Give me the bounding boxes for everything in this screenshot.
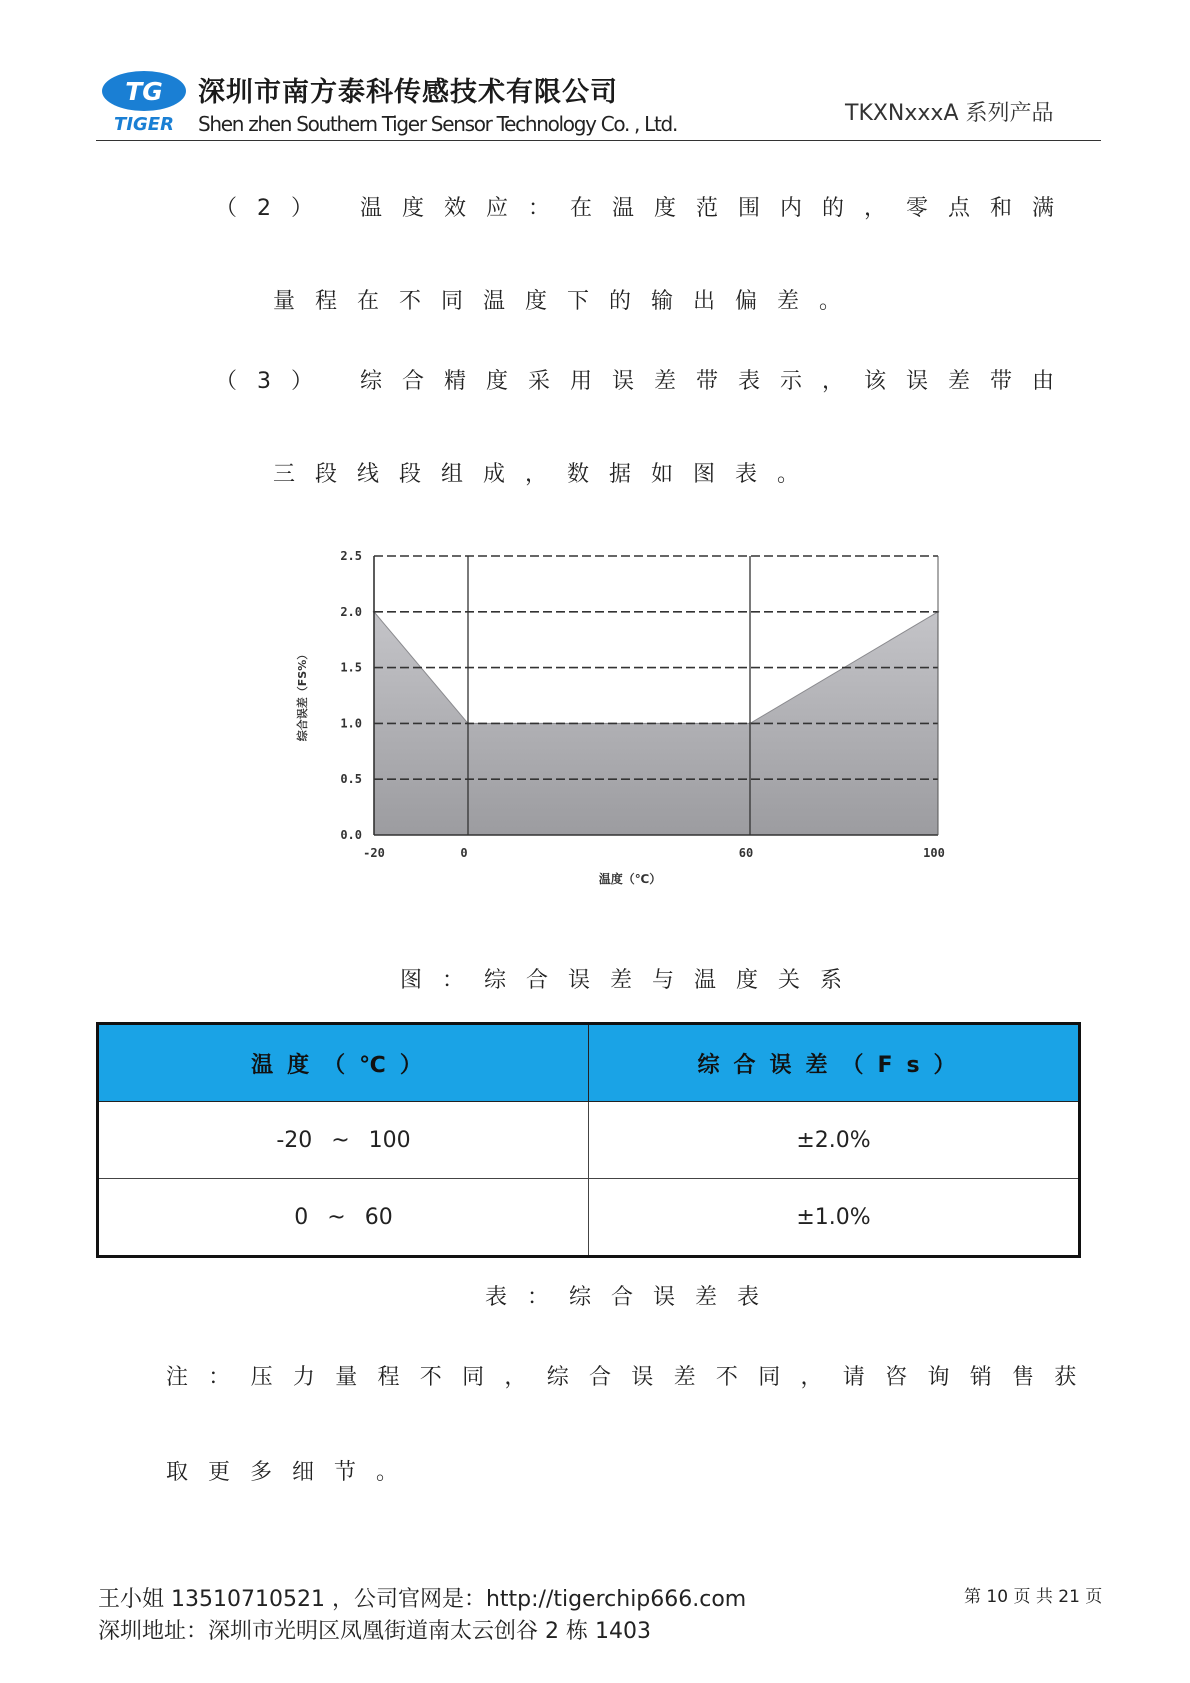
x-tick-label: 100 (923, 846, 945, 860)
logo-text: TIGER (114, 114, 174, 134)
x-axis-label: 温度（℃） (598, 872, 662, 886)
x-tick-label: -20 (363, 846, 385, 860)
y-axis-label: 综合误差（FS%） (296, 648, 309, 742)
page-number: 第 10 页 共 21 页 (964, 1587, 1103, 1607)
paragraph-line-4: 三段线段组成，数据如图表。 (273, 462, 820, 487)
footer-address: 深圳地址：深圳市光明区凤凰街道南太云创谷 2 栋 1403 (98, 1619, 651, 1644)
cell-error-value: ±2.0% (589, 1102, 1080, 1179)
footer-contact: 王小姐 13510710521 ，公司官网是：http://tigerchip666.com (98, 1587, 747, 1612)
company-name-cn: 深圳市南方泰科传感技术有限公司 (198, 77, 618, 108)
company-name-en: Shen zhen Southern Tiger Sensor Technology Co. , Ltd. (198, 112, 678, 136)
product-series: TKXNxxxA 系列产品 (845, 101, 1054, 126)
y-tick-label: 1.5 (340, 660, 362, 675)
paragraph-line-3: （3） 综合精度采用误差带表示，该误差带由 (215, 369, 1074, 394)
error-temperature-chart (262, 530, 1000, 900)
table-caption: 表：综合误差表 (485, 1285, 780, 1310)
company-logo (100, 68, 188, 134)
paragraph-line-1: （2） 温度效应：在温度范围内的，零点和满 (215, 196, 1074, 221)
y-tick-label: 2.0 (340, 604, 362, 619)
table-header-row (98, 1024, 1080, 1102)
header-divider (96, 140, 1101, 141)
note-line-2: 取更多细节。 (166, 1460, 419, 1485)
cell-temperature-range: -20 ~ 100 (98, 1102, 589, 1179)
table-row (98, 1102, 1080, 1179)
cell-temperature-range: 0 ~ 60 (98, 1179, 589, 1257)
cell-error-value: ±1.0% (589, 1179, 1080, 1257)
table-row (98, 1179, 1080, 1257)
y-tick-label: 2.5 (340, 549, 362, 563)
note-line-1: 注：压力量程不同，综合误差不同，请咨询销售获 (166, 1365, 1097, 1390)
error-table (96, 1022, 1081, 1258)
x-tick-label: 0 (460, 846, 468, 860)
header-error: 综合误差（Fs） (589, 1024, 1080, 1102)
paragraph-line-2: 量程在不同温度下的输出偏差。 (273, 289, 862, 314)
header-temperature: 温度（℃） (98, 1024, 589, 1102)
y-tick-label: 0.0 (340, 828, 362, 842)
y-tick-label: 1.0 (340, 716, 362, 731)
figure-caption: 图：综合误差与温度关系 (400, 968, 863, 993)
x-tick-label: 60 (738, 846, 754, 860)
y-tick-label: 0.5 (340, 772, 362, 787)
logo-mark: TG (125, 77, 163, 106)
